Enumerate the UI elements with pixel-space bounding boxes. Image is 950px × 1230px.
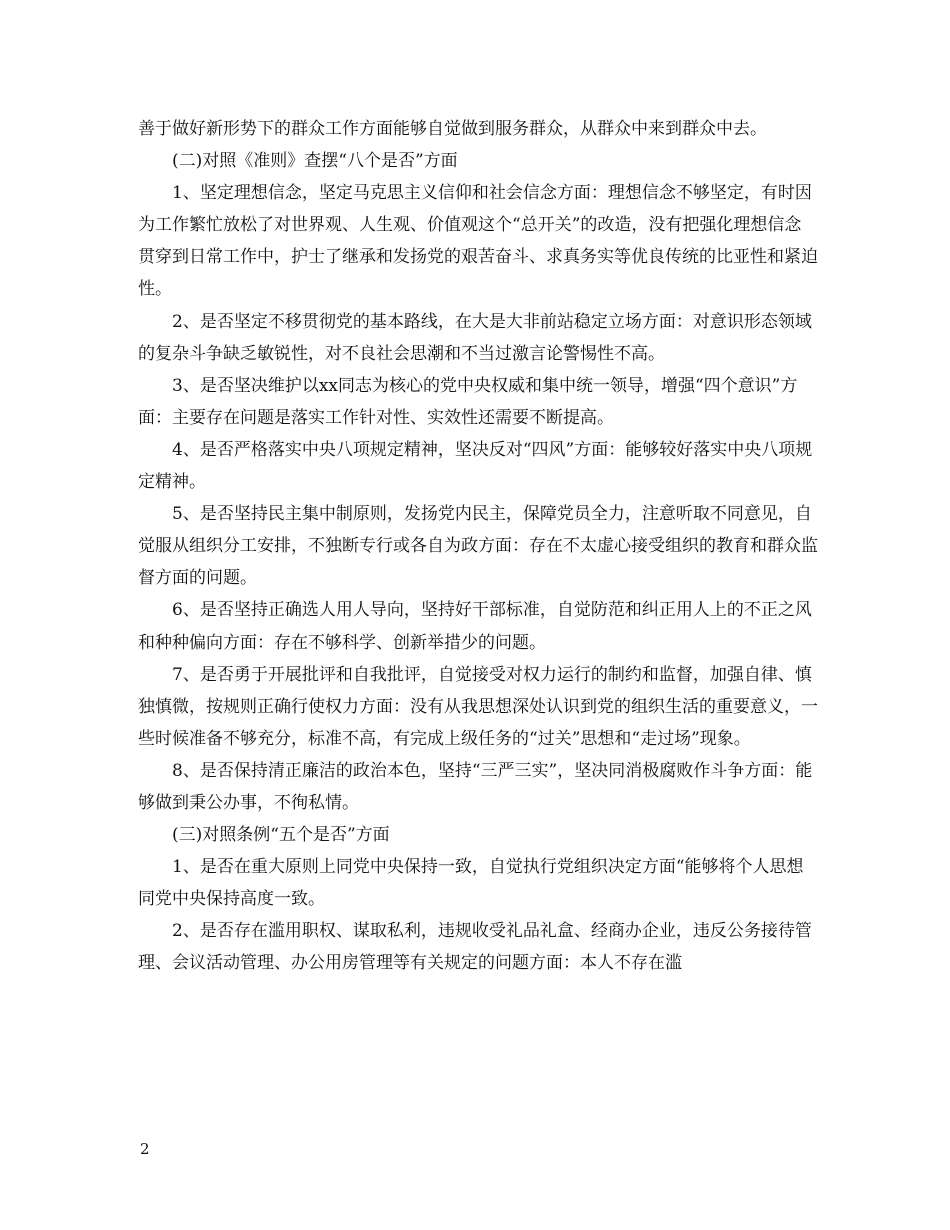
paragraph-item-5: 5、是否坚持民主集中制原则，发扬党内民主，保障党员全力，注意听取不同意见，自觉服从组织分工安排，不独断专行或各自为政方面：存在不太虚心接受组织的教育和群众监督方面的问题。 <box>138 504 818 589</box>
paragraph-item-1: 1、坚定理想信念，坚定马克思主义信仰和社会信念方面：理想信念不够坚定，有时因为工作繁忙放松了对世界观、人生观、价值观这个“总开关”的改造，没有把强化理想信念贯穿到日常工作中，护士了继承和发扬党的艰苦奋斗、求真务实等优良传统的比亚性和紧迫性。 <box>138 183 818 300</box>
page-number: 2 <box>140 1140 150 1158</box>
paragraph-item-4: 4、是否严格落实中央八项规定精神，坚决反对“四风”方面：能够较好落实中央八项规定精神。 <box>138 439 813 493</box>
paragraph-item-3: 3、是否坚决维护以xx同志为核心的党中央权威和集中统一领导，增强“四个意识”方面：主要存在问题是落实工作针对性、实效性还需要不断提高。 <box>138 375 798 428</box>
paragraph-regulation-item-2: 2、是否存在滥用职权、谋取私利，违规收受礼品礼盒、经商办企业，违反公务接待管理、会议活动管理、办公用房管理等有关规定的问题方面：本人不存在滥 <box>138 921 812 974</box>
document-body <box>138 113 818 980</box>
paragraph-item-7: 7、是否勇于开展批评和自我批评，自觉接受对权力运行的制约和监督，加强自律、慎独慎微，按规则正确行使权力方面：没有从我思想深处认识到党的组织生活的重要意义，一些时候准备不够充分，标准不高，有完成上级任务的“过关”思想和“走过场”现象。 <box>138 664 818 749</box>
paragraph-item-6: 6、是否坚持正确选人用人导向，坚持好干部标准，自觉防范和纠正用人上的不正之风和种种偏向方面：存在不够科学、创新举措少的问题。 <box>138 600 812 653</box>
section-heading-five-questions: (三)对照条例“五个是否”方面 <box>172 825 390 846</box>
paragraph-item-8: 8、是否保持清正廉洁的政治本色，坚持“三严三实”，坚决同消极腐败作斗争方面：能够做到秉公办事，不徇私情。 <box>138 760 813 813</box>
paragraph-regulation-item-1: 1、是否在重大原则上同党中央保持一致，自觉执行党组织决定方面“能够将个人思想同党中央保持高度一致。 <box>138 857 804 910</box>
paragraph-item-2: 2、是否坚定不移贯彻党的基本路线，在大是大非前站稳定立场方面：对意识形态领域的复杂斗争缺乏敏锐性，对不良社会思潮和不当过激言论警惕性不高。 <box>138 311 812 364</box>
paragraph-continuation: 善于做好新形势下的群众工作方面能够自觉做到服务群众，从群众中来到群众中去。 <box>138 119 767 139</box>
section-heading-eight-questions: (二)对照《准则》查摆“八个是否”方面 <box>172 151 458 172</box>
